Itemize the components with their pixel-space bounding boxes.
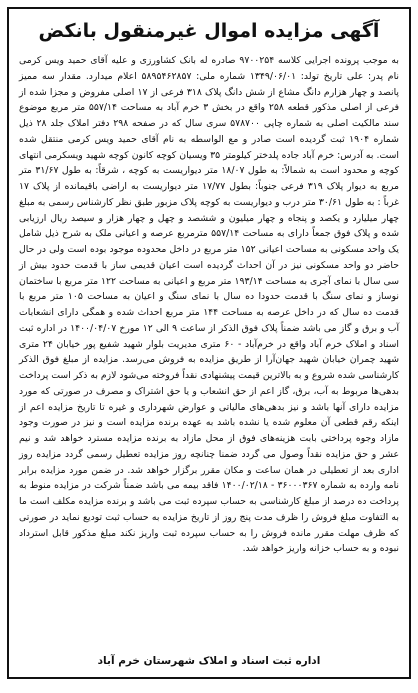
auction-notice <box>7 7 411 679</box>
notice-title: آگهی مزایده اموال غیرمنقول بانکض <box>38 20 380 42</box>
notice-footer: اداره ثبت اسناد و املاک شهرستان خرم آباد <box>97 655 321 667</box>
notice-body: به موجب پرونده اجرایی کلاسه ۹۷۰۰۲۵۴ صادره له بانک کشاورزی و علیه آقای حمید ویس کرمی نام پدر: علی تاریخ تولد: ۱۳۴۹/۰۶/۰۱ شماره ملی: ۵۸۹۵۴۶۲۸۵۷ اعلام میدارد. مقدار سه ممیز پانصد و چهار هزارم دانگ مشاع از شش دانگ پلاک ۳۱۸ فرعی از ۱۷ اصلی مفروض و مجزا شده از فرعی از اصلی مذکور قطعه ۲۵۸ واقع در بخش ۳ خرم آباد به مساحت ۵۵۷/۱۴ متر مربع موضوع سند مالکیت اصلی به شماره چاپی ۵۷۸۷۰۰ سری سال که در صفحه ۲۹۸ دفتر املاک جلد ۲۸ ذیل شماره ۱۹۰۴ ثبت گردیده است صادر و مع الواسطه به نام آقای حمید ویس کرمی منتقل شده است. به آدرس: خرم آباد جاده پلدختر کیلومتر ۳۵ ویسیان کوچه کانون کوچه شهید ویسکرمی انتهای کوچه و محدود است به شمالاً: به طول ۱۸/۰۷ متر دیواریست به کوچه ، شرقاً: به طول ۳۱/۶۷ متر مربع به دیوار پلاک ۳۱۹ فرعی جنوباً: بطول ۱۷/۷۷ متر دیواریست به اراضی باقیمانده از پلاک ۱۷ غرباً : به طول ۳۰/۶۱ متر درب و دیواریست به کوچه پلاک مزبور طبق نظر کارشناس رسمی به مبلغ چهار میلیارد و یکصد و پنجاه و چهار میلیون و ششصد و چهل و چهار هزار و سیصد ریال ارزیابی شده و پلاک فوق جمعاً دارای به مساحت ۵۵۷/۱۴ مترمربع عرصه و اعیانی ملک به شرح ذیل شامل یک واحد مسکونی به مساحت اعیانی ۱۵۲ متر مربع در داخل محدوده موجود بوده است ولی در حال حاضر دو واحد مسکونی نیز در آن احداث گردیده است اعیان قدیمی ساز با قدمت حدود بیش از سی سال با نمای آجری به مساحت ۱۹۳/۱۴ متر مربع و اعیانی به مساحت ۱۲۲ متر مربع با ساختمان نوساز و نمای سنگ با قدمت حدودا ده سال با نمای سنگ و اعیان به مساحت ۱۰۵ متر مربع با قدمت ده سال که در داخل عرصه به مساحت ۱۴۴ متر مربع احداث شده و همگی دارای انشعابات آب و برق و گاز می باشد ضمناً پلاک فوق الذکر از ساعت ۹ الی ۱۲ مورخ ۱۴۰۰/۰۴/۰۷ در اداره ثبت اسناد و املاک خرم آباد واقع در خرم‌آباد - ۶۰ متری مدیریت بلوار شهید شفیع پور خیابان ۲۴ متری شهید چمران خیابان شهید جهان‌آرا از طریق مزایده به فروش می‌رسد. مزایده از مبلغ فوق الذکر کارشناسی شده شروع و به بالاترین قیمت پیشنهادی نقداً فروخته می‌شود لازم به ذکر است پرداخت بدهی‌ها مربوط به آب، برق، گاز اعم از حق انشعاب و یا حق اشتراک و مصرف در صورتی که مورد مزایده دارای آنها باشد و نیز بدهی‌های مالیاتی و عوارض شهرداری و غیره تا تاریخ مزایده اعم از اینکه رقم قطعی آن معلوم شده یا نشده باشد به عهده برنده مزایده است و نیز در صورت وجود مازاد وجوه پرداختی بابت هزینه‌های فوق از محل مازاد به برنده مزایده مسترد خواهد شد و نیم عشر و حق مزایده نقداً وصول می گردد ضمنا چنانچه روز مزایده تعطیل رسمی گردد مزایده روز اداری بعد از تعطیلی در همان ساعت و مکان مقرر برگزار خواهد شد. در ضمن مورد مزایده برابر نامه وارده به شماره ۳۶۰۰۰۳۶۷ - ۱۴۰۰/۰۲/۱۸ فاقد بیمه می باشد ضمناً شرکت در مزایده منوط به پرداخت ده درصد از مبلغ کارشناسی به حساب سپرده ثبت می باشد و برنده مزایده مکلف است ما به التفاوت مبلغ فروش را ظرف مدت پنج روز از تاریخ مزایده به حساب ثبت تودیع نماید در صورتی که ظرف مهلت مقرر مانده فروش را به حساب سپرده ثبت واریز نکند مبلغ مذکور قابل استرداد نبوده و به حساب خزانه واریز خواهد شد. <box>19 55 400 555</box>
